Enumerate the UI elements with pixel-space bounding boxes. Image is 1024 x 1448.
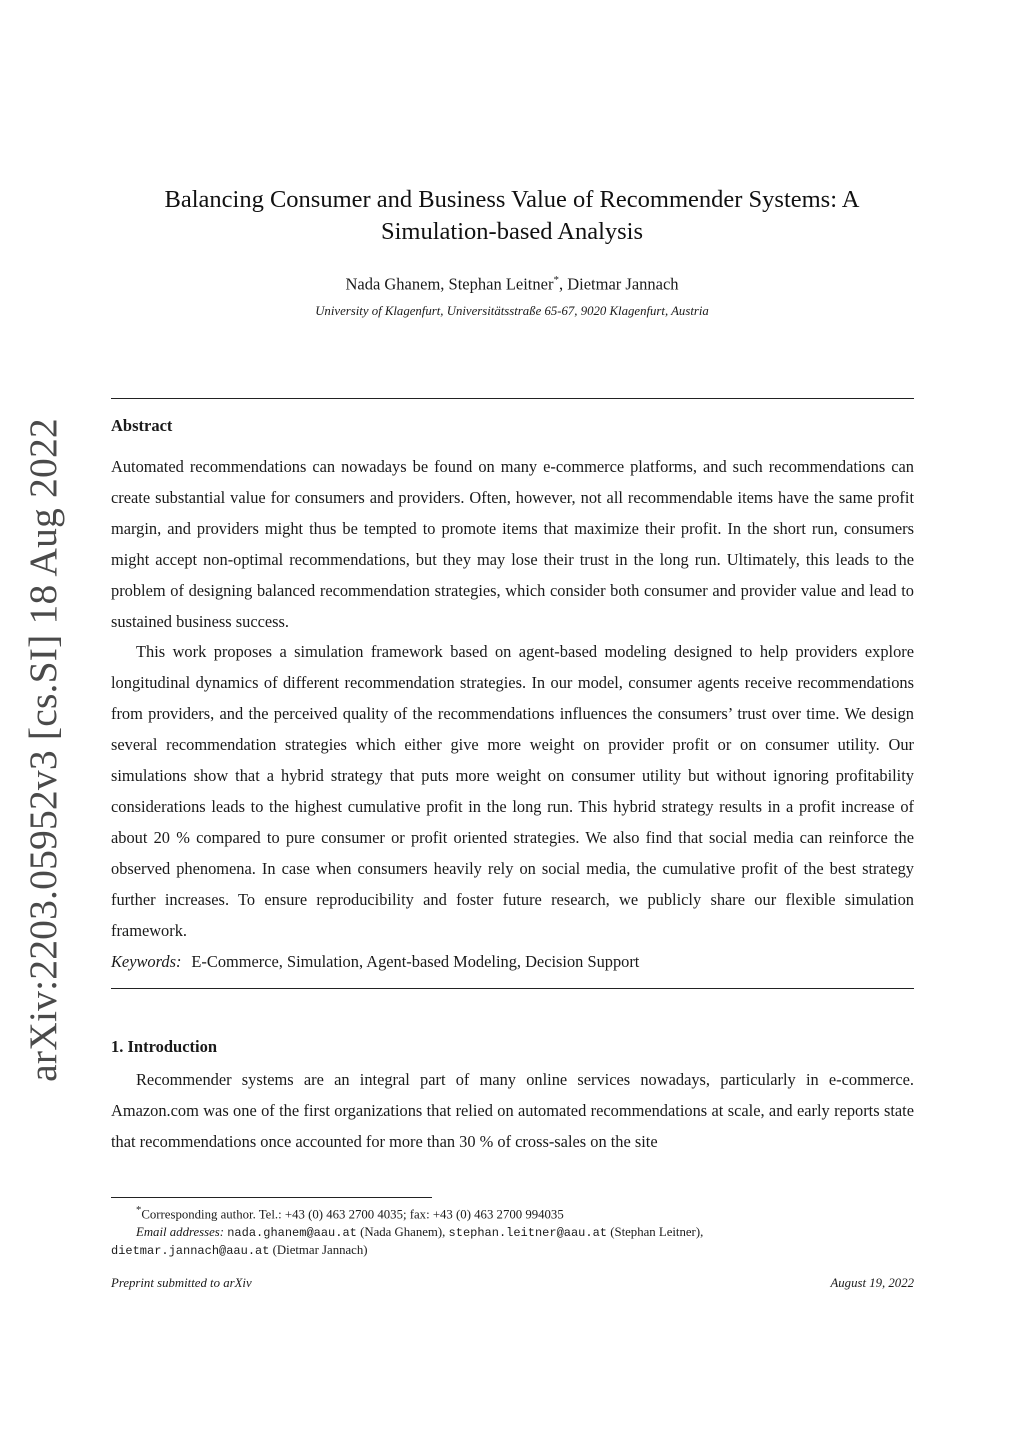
email-label: Email addresses: bbox=[136, 1224, 225, 1239]
corresponding-author-mark: * bbox=[553, 274, 559, 286]
footnote bbox=[111, 1202, 914, 1261]
author-names-first: Nada Ghanem, Stephan Leitner bbox=[345, 274, 554, 294]
paper-title-line1: Balancing Consumer and Business Value of Recommender Systems: A bbox=[164, 186, 860, 213]
abstract-paragraph-1: Automated recommendations can nowadays be found on many e-commerce platforms, and such recommendations can create substantial value for consumers and providers. Often, however, not all recommendable items have the same profit margin, and providers might thus be tempted to promote items that maximize their profit. In the short run, consumers might accept non-optimal recommendations, but they may lose their trust in the long run. Ultimately, this leads to the problem of designing balanced recommendation strategies, which consider both consumer and provider value and lead to sustained business success. bbox=[111, 457, 914, 631]
abstract-paragraph-2: This work proposes a simulation framework based on agent-based modeling designed to help providers explore longitudinal dynamics of different recommendation strategies. In our model, consumer agents receive recommendations from providers, and the perceived quality of the recommendations influences the consumers’ trust over time. We design several recommendation strategies which either give more weight on provider profit or on consumer utility. Our simulations show that a hybrid strategy that puts more weight on consumer utility but without ignoring profitability considerations leads to the highest cumulative profit in the long run. This hybrid strategy results in a profit increase of about 20 % compared to pure consumer or profit oriented strategies. We also find that social media can reinforce the observed phenomena. In case when consumers heavily rely on social media, the cumulative profit of the best strategy further increases. To ensure reproducibility and foster future research, we publicly share our flexible simulation framework. bbox=[111, 642, 914, 940]
footnote-emails bbox=[111, 1224, 914, 1261]
arxiv-identifier-text: arXiv:2203.05952v3 [cs.SI] 18 Aug 2022 bbox=[21, 418, 66, 1082]
preprint-date: August 19, 2022 bbox=[830, 1276, 914, 1290]
email-link-jannach[interactable]: dietmar.jannach@aau.at bbox=[111, 1244, 270, 1259]
email-name-leitner: (Stephan Leitner), bbox=[610, 1224, 704, 1239]
introduction-heading: 1. Introduction bbox=[111, 1037, 218, 1056]
abstract-heading: Abstract bbox=[111, 416, 173, 435]
arxiv-identifier-stamp bbox=[14, 418, 72, 1082]
abstract-top-rule bbox=[111, 398, 914, 399]
paper-title-line2: Simulation-based Analysis bbox=[381, 218, 643, 245]
paper-title bbox=[100, 184, 924, 248]
keywords-list: E-Commerce, Simulation, Agent-based Modeling, Decision Support bbox=[191, 952, 640, 971]
footnote-corresponding bbox=[111, 1202, 914, 1224]
email-link-leitner[interactable]: stephan.leitner@aau.at bbox=[448, 1225, 607, 1240]
email-name-jannach: (Dietmar Jannach) bbox=[272, 1243, 368, 1258]
introduction-paragraph: Recommender systems are an integral part of many online services nowadays, particularly in e-commerce. Amazon.com was one of the first organizations that relied on automated recommendations at scale, and early reports state that recommendations once accounted for more than 30 % of cross-sales on the site bbox=[111, 1070, 914, 1151]
email-link-ghanem[interactable]: nada.ghanem@aau.at bbox=[227, 1225, 357, 1240]
footnote-rule bbox=[111, 1197, 432, 1198]
keywords-line bbox=[111, 952, 914, 972]
footnote-corresponding-text: Corresponding author. Tel.: +43 (0) 463 2700 4035; fax: +43 (0) 463 2700 994035 bbox=[141, 1207, 564, 1222]
author-names-last: , Dietmar Jannach bbox=[558, 274, 679, 294]
author-affiliation: University of Klagenfurt, Universitätsstraße 65-67, 9020 Klagenfurt, Austria bbox=[315, 304, 709, 318]
introduction-body bbox=[111, 1065, 914, 1158]
email-name-ghanem: (Nada Ghanem), bbox=[360, 1224, 446, 1239]
preprint-note: Preprint submitted to arXiv bbox=[111, 1276, 252, 1290]
author-list bbox=[100, 274, 924, 295]
abstract-bottom-rule bbox=[111, 988, 914, 989]
abstract-body bbox=[111, 452, 914, 947]
footnote-mark: * bbox=[136, 1205, 142, 1216]
keywords-label: Keywords: bbox=[111, 952, 182, 971]
